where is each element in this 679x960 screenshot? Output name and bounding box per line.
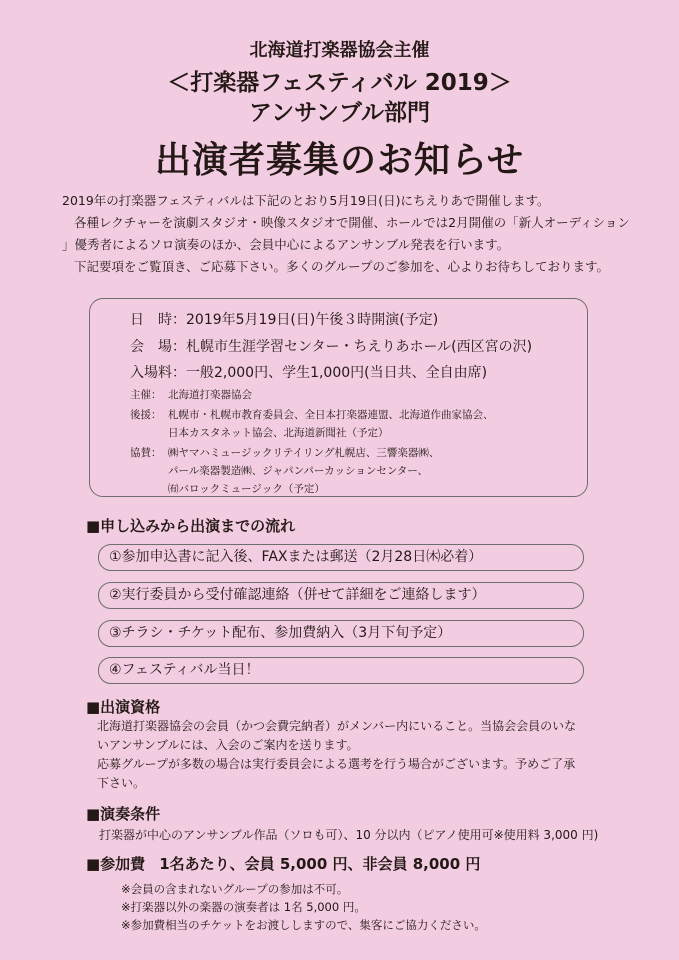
intro-text [62,190,630,278]
flow-step: ②実行委員から受付確認連絡（併せて詳細をご連絡します） [98,582,584,609]
flow-step: ①参加申込書に記入後、FAXまたは郵送（2月28日㈭必着） [98,544,584,571]
intro-line: 」優秀者によるソロ演奏のほか、会員中心によるアンサンブル発表を行います。 [62,237,510,252]
host-value: 北海道打楽器協会 [168,389,252,401]
sponsor-line: ㈱ヤマハミュージックリテイリング札幌店、三響楽器㈱、 [168,447,440,459]
host-row [130,386,252,404]
host-label: 主催： [130,389,162,401]
eligibility-section-title: ■出演資格 [86,698,161,716]
page-title: 出演者募集のお知らせ [155,140,524,181]
eligibility-line: 下さい。 [97,776,146,790]
event-admission: 入場料：一般2,000円、学生1,000円(当日共、全自由席) [130,365,488,381]
eligibility-text [97,717,576,793]
sponsor-line: ㈲バロックミュージック（予定） [168,483,325,495]
conditions-text: 打楽器が中心のアンサンブル作品（ソロも可）、10 分以内（ピアノ使用可※使用料 3,000 円) [99,828,599,842]
fee-note: ※打楽器以外の楽器の演奏者は 1名 5,000 円。 [121,900,366,914]
fee-detail: 1名あたり、会員 5,000 円、非会員 8,000 円 [159,855,481,873]
fee-section-title [86,853,480,874]
sponsor-row [130,444,439,498]
flow-step: ④フェスティバル当日！ [98,657,584,684]
support-line: 札幌市・札幌市教育委員会、全日本打楽器連盟、北海道作曲家協会、 [168,409,494,421]
eligibility-line: いアンサンブルには、入会のご案内を送ります。 [97,738,359,752]
sponsor-label: 協賛： [130,447,162,459]
division-name: アンサンブル部門 [248,100,430,126]
fee-note: ※会員の含まれないグループの参加は不可。 [121,882,349,896]
intro-line: 2019年の打楽器フェスティバルは下記のとおり5月19日(日)にちえりあで開催します。 [62,193,550,208]
support-label: 後援： [130,409,162,421]
support-row [130,406,494,442]
organizer-line: 北海道打楽器協会主催 [249,40,430,61]
sponsor-value [168,444,439,498]
festival-name: ＜打楽器フェスティバル 2019＞ [167,70,512,96]
event-date: 日 時：2019年5月19日(日)午後３時開演(予定) [130,312,439,328]
sponsor-line: パール楽器製造㈱、ジャパンパーカッションセンター、 [168,465,428,477]
support-value [168,406,494,442]
fee-label: ■参加費 [86,855,146,873]
flow-section-title: ■申し込みから出演までの流れ [86,517,296,535]
conditions-section-title: ■演奏条件 [86,805,161,823]
flow-step: ③チラシ・チケット配布、参加費納入（3月下旬予定） [98,620,584,647]
support-line: 日本カスタネット協会、北海道新聞社（予定） [168,427,389,439]
eligibility-line: 北海道打楽器協会の会員（かつ会費完納者）がメンバー内にいること。当協会会員のいな [97,719,577,733]
fee-note: ※参加費相当のチケットをお渡ししますので、集客にご協力ください。 [121,918,486,932]
eligibility-line: 応募グループが多数の場合は実行委員会による選考を行う場合がございます。予めご了承 [97,757,576,771]
intro-line: 各種レクチャーを演劇スタジオ・映像スタジオで開催、ホールでは2月開催の「新人オーディション [74,215,630,230]
event-venue: 会 場：札幌市生涯学習センター・ちえりあホール(西区宮の沢) [130,339,533,355]
intro-line: 下記要項をご覧頂き、ご応募下さい。多くのグループのご参加を、心よりお待ちしております。 [74,259,610,274]
